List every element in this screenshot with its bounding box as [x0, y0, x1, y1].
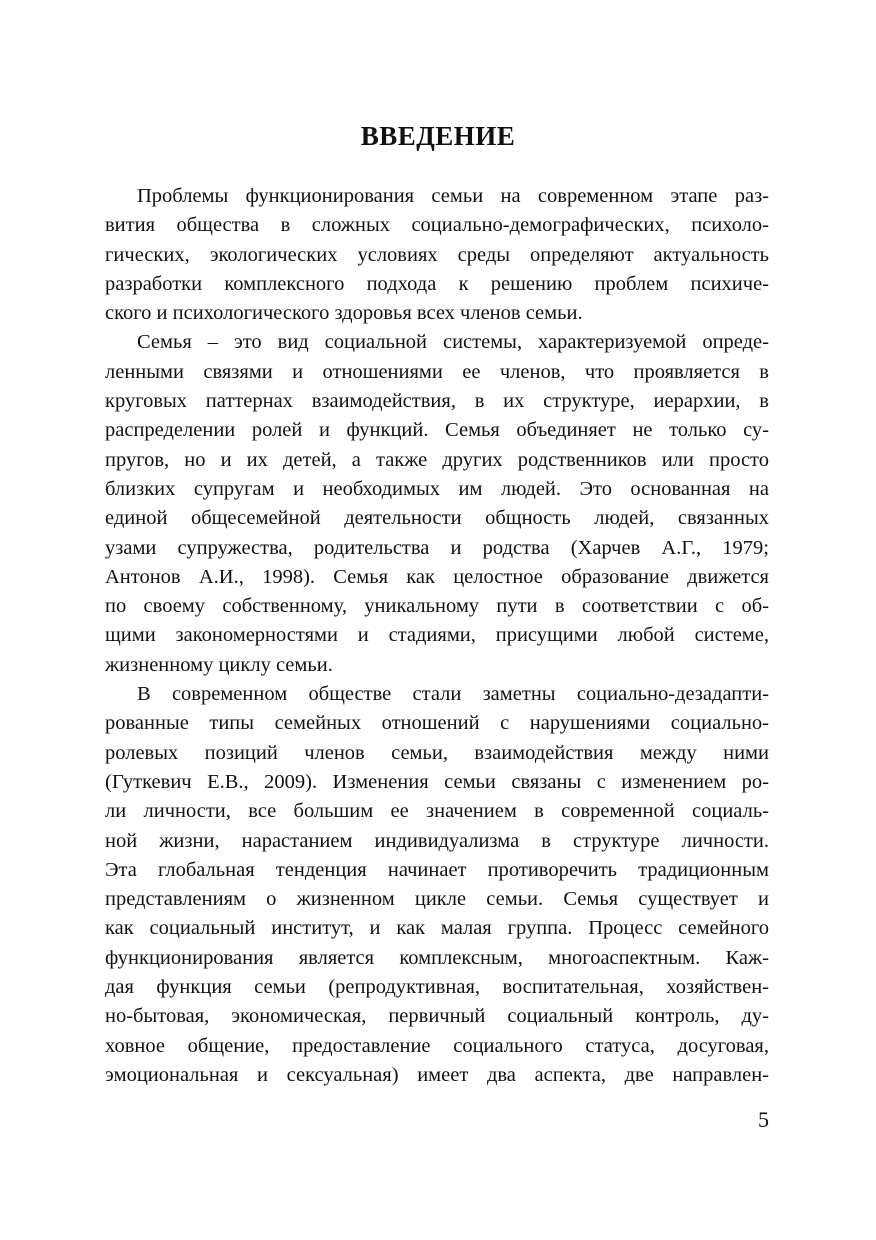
page-title: ВВЕДЕНИЕ: [360, 121, 516, 151]
text-line: ной жизни, нарастанием индивидуализма в структуре личности.: [105, 829, 769, 852]
text-line: ли личности, все большим ее значением в современной социаль-: [105, 800, 769, 823]
text-line: ролевых позиций членов семьи, взаимодействия между ними: [105, 741, 769, 764]
text-line: Проблемы функционирования семьи на современном этапе раз-: [137, 185, 769, 207]
text-line: представлениям о жизненном цикле семьи. Семья существует и: [105, 888, 769, 911]
text-line: пругов, но и их детей, а также других родственников или просто: [105, 448, 769, 471]
body-text: [105, 182, 769, 1090]
text-line: но-бытовая, экономическая, первичный социальный контроль, ду-: [105, 1005, 769, 1028]
text-line: (Гуткевич Е.В., 2009). Изменения семьи связаны с изменением ро-: [105, 770, 769, 793]
text-line: ленными связями и отношениями ее членов, что проявляется в: [105, 360, 769, 383]
text-line: единой общесемейной деятельности общность людей, связанных: [105, 507, 769, 530]
text-line: ховное общение, предоставление социального статуса, досуговая,: [105, 1034, 769, 1057]
text-line: узами супружества, родительства и родства (Харчев А.Г., 1979;: [105, 536, 769, 559]
text-line: дая функция семьи (репродуктивная, воспитательная, хозяйствен-: [105, 976, 769, 999]
text-line: распределении ролей и функций. Семья объединяет не только су-: [105, 419, 769, 442]
text-line: близких супругам и необходимых им людей. Это основанная на: [105, 477, 769, 500]
text-line: Семья – это вид социальной системы, характеризуемой опреде-: [137, 331, 769, 354]
text-line: функционирования является комплексным, многоаспектным. Каж-: [105, 946, 769, 969]
text-line: В современном обществе стали заметны социально-дезадапти-: [137, 683, 769, 706]
text-line: жизненному циклу семьи.: [105, 653, 333, 676]
text-line: ского и психологического здоровья всех членов семьи.: [105, 302, 583, 325]
text-line: эмоциональная и сексуальная) имеет два аспекта, две направлен-: [105, 1063, 769, 1086]
page-number: 5: [758, 1107, 769, 1132]
text-line: вития общества в сложных социально-демографических, психоло-: [105, 214, 769, 237]
text-line: рованные типы семейных отношений с нарушениями социально-: [105, 712, 769, 735]
text-line: разработки комплексного подхода к решению проблем психиче-: [105, 272, 769, 295]
text-line: Эта глобальная тенденция начинает противоречить традиционным: [105, 858, 769, 881]
text-line: щими закономерностями и стадиями, присущими любой системе,: [105, 624, 769, 647]
text-line: круговых паттернах взаимодействия, в их структуре, иерархии, в: [105, 390, 769, 413]
text-line: как социальный институт, и как малая группа. Процесс семейного: [105, 917, 769, 940]
text-line: гических, экологических условиях среды определяют актуальность: [105, 243, 769, 266]
text-line: по своему собственному, уникальному пути в соответствии с об-: [105, 595, 769, 618]
text-line: Антонов А.И., 1998). Семья как целостное образование движется: [105, 565, 769, 588]
